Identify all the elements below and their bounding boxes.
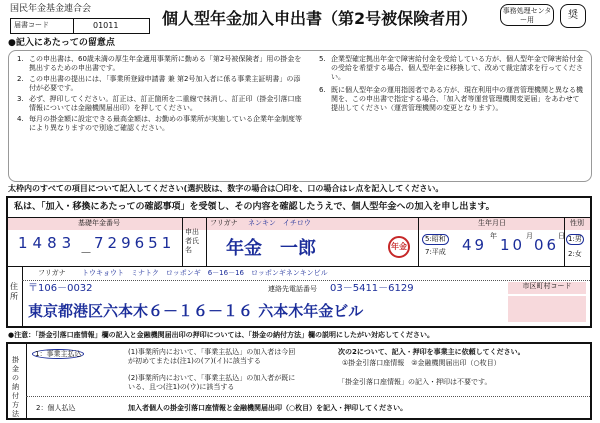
payment-next-two-items: ①掛金引落口座情報 ②金融機関届出印（○枚目）	[342, 359, 501, 367]
address-furigana: トウキョウト ミナトク ロッポンギ 6－16－16 ロッポンギネンキンビル	[82, 269, 328, 277]
notes-heading: ●記入にあたっての留意点	[8, 38, 115, 48]
note-6: 6. 既に個人型年金の運用指図者である方が、現在利用中の運営管理機関と異なる機関を、この申出書で指定する場合、「加入者等運営管理機関変更届」をあわせて提出してください（運営管理機関の変更となります）。	[319, 86, 583, 112]
notes-right	[319, 55, 583, 113]
doc-code-value: 01011	[93, 21, 119, 30]
city-code-label: 市区町村コード	[508, 282, 586, 294]
gender-label: 性別	[570, 219, 584, 227]
pension-no-label: 基礎年金番号	[78, 219, 120, 227]
postal-code[interactable]: 〒106－0032	[28, 283, 93, 294]
notes-box	[8, 50, 592, 182]
payment-option-2[interactable]: 2：個人払込	[36, 404, 76, 412]
doc-code-box	[10, 18, 150, 34]
furigana-name: ネンキン イチロウ	[248, 219, 311, 227]
notes-left	[17, 55, 307, 133]
city-code-field[interactable]	[508, 296, 586, 322]
phone-number[interactable]: 03－5411－6129	[330, 283, 414, 294]
instruction-text: 太枠内のすべての項目について記入してください(選択肢は、数字の場合は〇印を、口の場合はレ点を記入してください。	[8, 184, 444, 193]
pension-no-part2: 729651	[94, 234, 176, 252]
payment-option-1-sub1: (1)事業所内において、「事業主払込」の加入者は今回が初めてまたは(注1)の(ア)(イ)に該当する	[128, 348, 296, 365]
payment-box	[6, 342, 592, 420]
payment-only-one: 「掛金引落口座情報」の記入・押印は不要です。	[338, 378, 492, 386]
note-1: 1. この申出書は、60歳未満の厚生年金適用事業所に勤める「第2号被保険者」用の掛金を拠出するための申出書です。	[17, 55, 302, 72]
doc-code-label: 届書コード	[14, 21, 49, 29]
address-side-label: 住所	[10, 282, 18, 301]
note-2: 2. この申出書の提出には、「事業所登録申請書 兼 第2号加入者に係る事業主証明書」の添付が必要です。	[17, 75, 301, 92]
office-use-badge: 事務処理センター用	[500, 4, 554, 26]
birth-year[interactable]: 49	[462, 236, 488, 254]
note-4: 4. 毎月の掛金額に設定できる最高金額は、お勤めの事業所が実施している企業年金制度等により異なりますので別途ご確認ください。	[17, 115, 302, 132]
name-side-label: 申出者氏名	[185, 228, 199, 254]
applicant-name[interactable]: 年金 一郎	[226, 238, 316, 259]
pension-no-part1: 1483	[18, 234, 77, 252]
payment-option-1-sub2: (2)事業所内において、「事業主払込」の加入者が既にいる、且つ(注1)の(ウ)に該当する	[128, 374, 296, 391]
era-showa[interactable]: 5:昭和	[422, 234, 449, 245]
payment-next-two: 次の2について、記入・押印を事業主に依頼してください。	[338, 348, 525, 356]
main-form: 私は、「加入・移換にあたっての確認事項」を受領し、その内容を確認したうえで、個人型年金への加入を申し出ます。 基礎年金番号 1483 － 729651 申出者氏名 フリガナ ネンキン イチロウ 年金 一郎 年金 生年月日 5:昭和 7:平成 49 年 10 月 06 日 性別 1:男 2:女 住所 フリガナ トウキョウト ミナトク ロッポンギ 6－16－16 ロッポンギネンキンビル 〒106－0032 連絡先電話番号 03－5411－6129 市区町村コード 東京都港区六本木６－１６－１６ 六本木年金ビル	[6, 196, 592, 328]
birth-month[interactable]: 10	[500, 236, 526, 254]
pension-no-field[interactable]: 1483 － 729651	[18, 234, 176, 260]
payment-option-1[interactable]: 1：事業主払込	[32, 350, 84, 359]
gender-male[interactable]: 1:男	[568, 235, 582, 243]
birth-day[interactable]: 06	[534, 236, 560, 254]
form-title: 個人型年金加入申出書（第2号被保険者用）	[162, 9, 478, 28]
era-heisei[interactable]: 7:平成	[425, 248, 446, 256]
payment-note: ●注意：「掛金引落口座情報」欄の記入と金融機関届出印の押印については、「掛金の納付方法」欄の説明にしたがい対応してください。	[8, 331, 434, 339]
phone-label: 連絡先電話番号	[268, 285, 317, 293]
gender-female[interactable]: 2:女	[568, 250, 582, 258]
org-name: 国民年金基金連合会	[10, 4, 92, 14]
note-5: 5. 企業型確定拠出年金で障害給付金を受給している方が、個人型年金で障害給付金の受給を希望する場合、個人型年金に移換して、改めて裁定請求を行ってください。	[319, 55, 583, 81]
address-furigana-label: フリガナ	[38, 269, 66, 277]
seal-stamp: 年金	[388, 236, 410, 258]
stamp-badge: 奨	[560, 4, 586, 28]
furigana-label: フリガナ	[210, 219, 238, 227]
payment-option-2-text: 加入者個人の掛金引落口座情報と金融機関届出印（○枚目）を記入・押印してください。	[128, 404, 408, 412]
note-3: 3. 必ず、押印してください。訂正は、訂正箇所を二重線で抹消し、訂正印（掛金引落口座情報については金融機関届出印）を押してください。	[17, 95, 302, 112]
birthdate-label: 生年月日	[478, 219, 506, 227]
payment-side-label: 掛金の納付方法	[12, 356, 19, 418]
consent-text: 私は、「加入・移換にあたっての確認事項」を受領し、その内容を確認したうえで、個人型年金への加入を申し出ます。	[14, 202, 495, 212]
address-value[interactable]: 東京都港区六本木６－１６－１６ 六本木年金ビル	[28, 302, 364, 320]
